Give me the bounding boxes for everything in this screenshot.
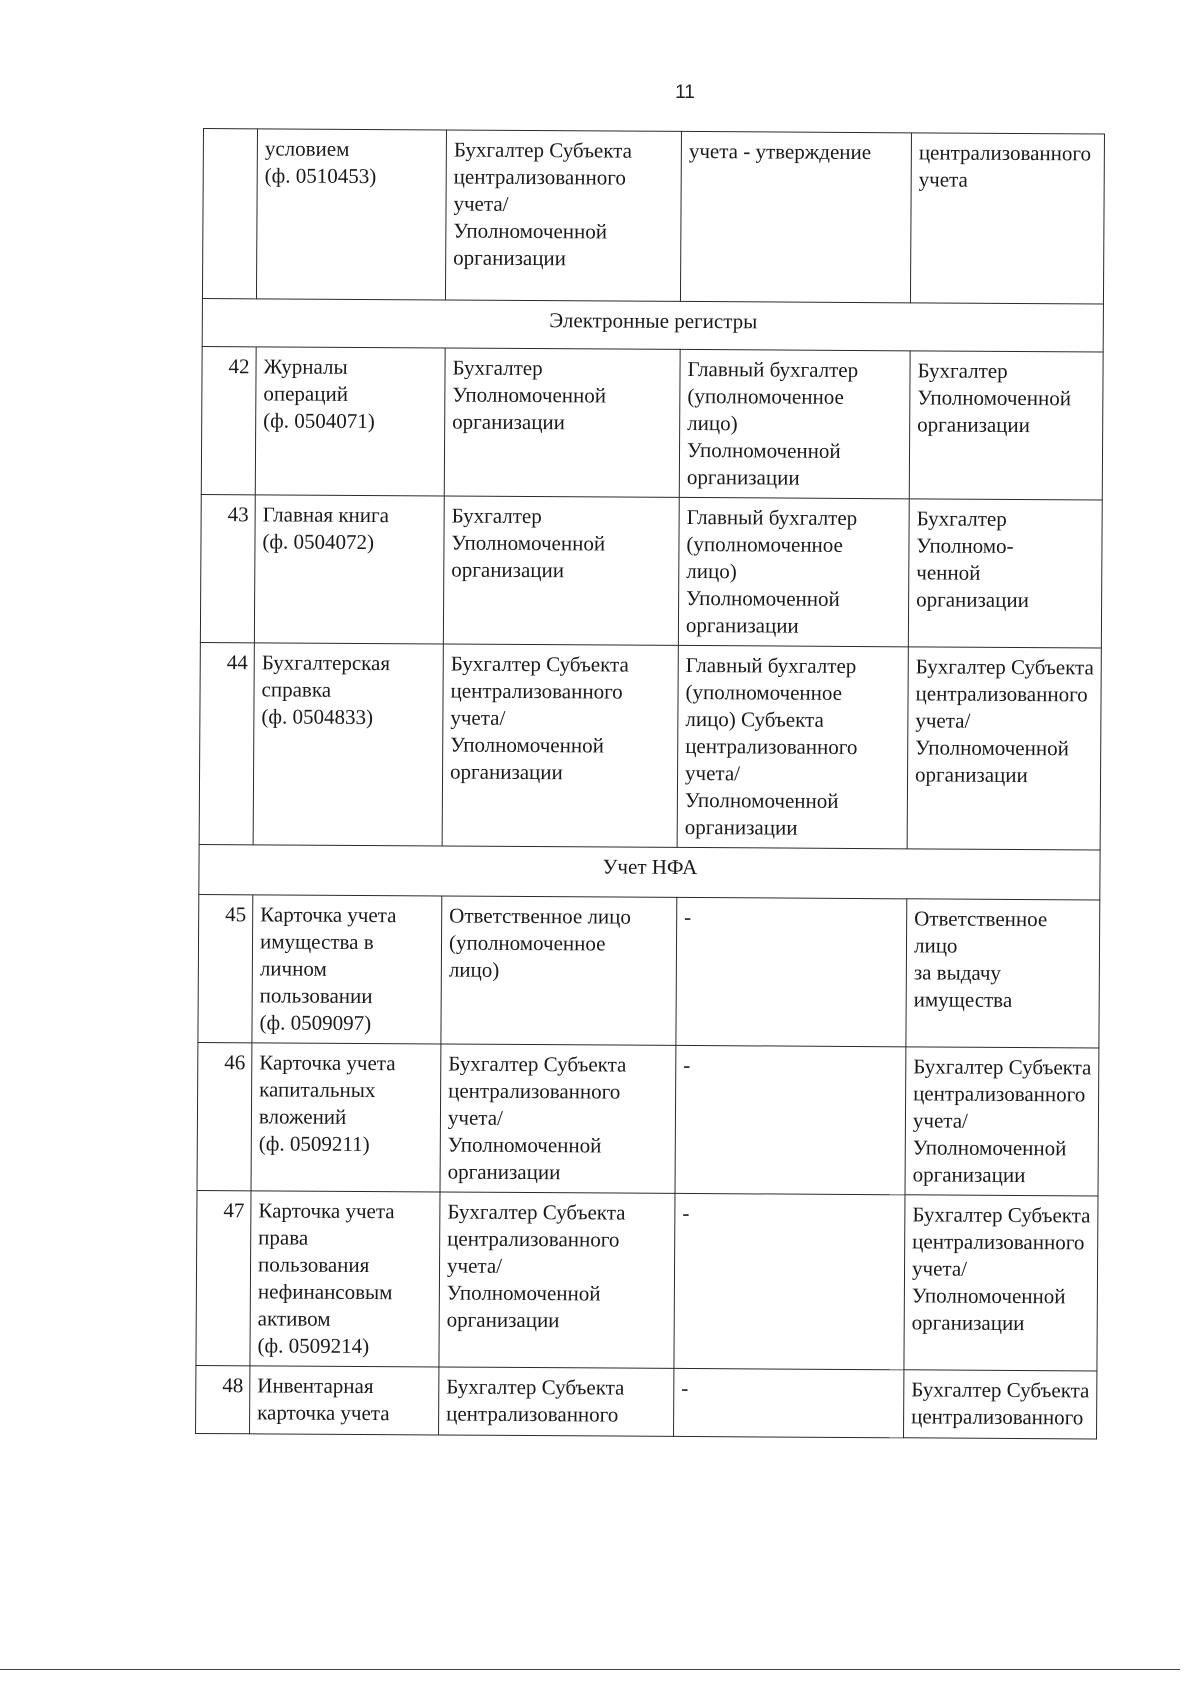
keeper-cell xyxy=(904,1370,1097,1439)
cell-line: учета/ xyxy=(684,760,741,786)
table-row xyxy=(200,494,1102,648)
cell-line: карточка учета xyxy=(257,1400,390,1426)
cell-line: Бухгалтерская xyxy=(261,650,391,676)
cell-line: - xyxy=(682,1200,690,1225)
responsible-cell xyxy=(439,1367,674,1436)
cell-line: активом xyxy=(257,1306,331,1331)
cell-line: Уполномоченной xyxy=(917,385,1072,411)
cell-line: - xyxy=(683,1052,691,1077)
cell-line: централизованного xyxy=(685,733,858,760)
table-row xyxy=(196,1365,1097,1439)
cell-line: (уполномоченное xyxy=(687,383,844,409)
signer-cell xyxy=(678,497,909,646)
cell-line: централизованного xyxy=(447,1226,620,1252)
document-name-cell xyxy=(255,347,445,496)
document-name-cell xyxy=(251,1043,441,1192)
cell-line: организации xyxy=(450,759,563,785)
cell-line: Бухгалтер xyxy=(452,355,543,381)
keeper-cell xyxy=(907,647,1101,850)
cell-line: централизованного xyxy=(446,1401,619,1427)
page-number: 11 xyxy=(675,82,695,103)
cell-line: права xyxy=(258,1225,309,1250)
table-body xyxy=(196,129,1105,1439)
cell-line: (ф. 0509097) xyxy=(259,1010,372,1036)
responsible-cell xyxy=(443,496,679,645)
cell-line: Главная книга xyxy=(262,502,390,528)
cell-line: Бухгалтер xyxy=(917,358,1008,383)
cell-line: Уполномоченной xyxy=(684,787,839,813)
cell-line: Карточка учета xyxy=(258,1198,395,1224)
responsible-cell xyxy=(442,644,678,847)
cell-line: Бухгалтер Субъекта xyxy=(453,137,633,163)
cell-line: организации xyxy=(914,762,1028,788)
cell-line: организации xyxy=(912,1162,1026,1188)
keeper-cell xyxy=(909,351,1103,500)
cell-line: организации xyxy=(685,612,799,638)
row-number: 42 xyxy=(201,346,256,494)
cell-line: личном xyxy=(259,956,327,981)
cell-line: Уполномоченной xyxy=(911,1283,1066,1309)
cell-line: (ф. 0510453) xyxy=(264,163,377,189)
section-title: Электронные регистры xyxy=(202,298,1103,352)
cell-line: Уполномоченной xyxy=(450,732,604,758)
keeper-cell xyxy=(904,1195,1098,1371)
cell-line: (ф. 0509211) xyxy=(258,1131,370,1157)
cell-line: (ф. 0509214) xyxy=(257,1333,370,1359)
row-number: 45 xyxy=(198,894,253,1042)
cell-line: Карточка учета xyxy=(259,1050,396,1076)
cell-line: Журналы xyxy=(263,354,348,379)
cell-line: централизованного xyxy=(918,140,1092,166)
cell-line: организации xyxy=(452,409,566,435)
document-name-cell xyxy=(250,1366,439,1435)
table-row xyxy=(202,129,1104,305)
signer-cell xyxy=(679,349,910,498)
signer-cell xyxy=(675,1045,906,1194)
document-name-cell xyxy=(254,495,444,644)
responsible-cell xyxy=(440,1044,676,1193)
cell-line: организации xyxy=(451,557,565,583)
signer-cell xyxy=(680,131,911,302)
table-row xyxy=(196,1190,1098,1371)
keeper-cell xyxy=(910,133,1104,304)
cell-line: Главный бухгалтер xyxy=(686,504,858,531)
keeper-cell xyxy=(905,1047,1099,1196)
cell-line: Главный бухгалтер xyxy=(685,652,857,679)
responsible-cell xyxy=(445,130,681,301)
row-number xyxy=(202,129,257,299)
cell-line: учета - утверждение xyxy=(688,138,872,165)
cell-line: учета xyxy=(918,167,968,192)
row-number: 44 xyxy=(199,642,254,844)
cell-line: Уполномоченной xyxy=(453,218,608,244)
cell-line: учета/ xyxy=(450,705,506,730)
cell-line: Бухгалтер Уполномо- xyxy=(916,506,1014,558)
cell-line: пользовании xyxy=(259,983,373,1009)
cell-line: (уполномоченное xyxy=(686,531,844,557)
cell-line: лицо) xyxy=(448,957,500,982)
cell-line: пользования xyxy=(257,1252,370,1278)
table-row xyxy=(197,1042,1099,1196)
signer-cell xyxy=(676,897,907,1046)
document-name-cell xyxy=(253,643,443,846)
cell-line: Бухгалтер Субъекта xyxy=(448,1051,627,1077)
row-number: 46 xyxy=(197,1042,252,1190)
cell-line: Бухгалтер Субъекта xyxy=(913,1054,1092,1080)
cell-line: Главный бухгалтер xyxy=(687,356,859,383)
section-row xyxy=(199,844,1100,900)
cell-line: (ф. 0504072) xyxy=(262,529,375,555)
cell-line: имущества в xyxy=(259,929,374,955)
table-row xyxy=(201,346,1103,500)
cell-line: Ответственное лицо xyxy=(449,903,632,929)
cell-line: нефинансовым xyxy=(257,1279,393,1305)
cell-line: организации xyxy=(684,814,798,840)
cell-line: централизованного xyxy=(911,1404,1084,1430)
table-row xyxy=(198,894,1100,1048)
cell-line: Бухгалтер Субъекта xyxy=(450,651,629,677)
cell-line: лицо) Субъекта xyxy=(685,706,824,732)
document-name-cell xyxy=(256,129,446,300)
row-number: 48 xyxy=(196,1365,250,1433)
cell-line: Карточка учета xyxy=(260,902,397,928)
row-number: 43 xyxy=(200,494,255,642)
responsible-cell xyxy=(439,1192,675,1368)
cell-line: Бухгалтер xyxy=(451,503,542,529)
cell-line: учета/ xyxy=(446,1253,503,1278)
cell-line: централизованного xyxy=(453,164,626,190)
cell-line: лицо) xyxy=(686,558,737,584)
document-name-cell xyxy=(252,895,442,1044)
cell-line: Бухгалтер Субъекта xyxy=(912,1202,1091,1228)
cell-line: условием xyxy=(264,136,350,161)
bottom-rule xyxy=(0,1669,1180,1670)
responsible-cell xyxy=(441,896,677,1045)
cell-line: централизованного xyxy=(912,1229,1085,1255)
cell-line: Уполномоченной xyxy=(447,1132,602,1158)
signer-cell xyxy=(674,1193,905,1369)
cell-line: учета/ xyxy=(915,708,971,733)
cell-line: - xyxy=(681,1375,689,1400)
cell-line: организации xyxy=(911,1310,1025,1336)
cell-line: Бухгалтер Субъекта xyxy=(915,654,1094,680)
cell-line: учета/ xyxy=(911,1256,968,1281)
cell-line: централизованного xyxy=(450,678,623,704)
cell-line: Уполномоченной xyxy=(915,735,1069,761)
responsible-cell xyxy=(444,348,680,497)
cell-line: организации xyxy=(917,412,1031,438)
cell-line: Инвентарная xyxy=(257,1373,374,1399)
cell-line: Бухгалтер Субъекта xyxy=(447,1199,626,1225)
document-name-cell xyxy=(250,1191,440,1367)
cell-line: - xyxy=(684,904,692,929)
table-row xyxy=(199,642,1101,850)
cell-line: вложений xyxy=(258,1104,347,1129)
cell-line: централизованного xyxy=(913,1081,1086,1107)
cell-line: ченной организации xyxy=(916,560,1029,613)
cell-line: (уполномоченное xyxy=(685,679,843,705)
cell-line: Уполномоченной xyxy=(686,437,841,463)
signer-cell xyxy=(674,1368,904,1437)
cell-line: организации xyxy=(447,1159,561,1185)
section-row xyxy=(202,298,1103,352)
cell-line: Уполномоченной xyxy=(446,1280,601,1306)
cell-line: Уполномоченной xyxy=(686,585,840,611)
document-table xyxy=(195,128,1105,1439)
row-number: 47 xyxy=(196,1190,251,1365)
cell-line: Бухгалтер Субъекта xyxy=(911,1377,1090,1403)
section-title: Учет НФА xyxy=(199,844,1100,900)
cell-line: организации xyxy=(453,245,567,271)
cell-line: справка xyxy=(261,677,332,702)
cell-line: (ф. 0504071) xyxy=(263,408,375,434)
cell-line: Бухгалтер Субъекта xyxy=(446,1374,625,1400)
cell-line: учета/ xyxy=(453,191,509,216)
cell-line: капитальных xyxy=(259,1077,376,1103)
cell-line: Уполномоченной xyxy=(912,1135,1067,1161)
cell-line: операций xyxy=(263,381,349,406)
keeper-cell xyxy=(908,499,1102,648)
cell-line: Уполномоченной xyxy=(452,382,607,408)
cell-line: централизованного xyxy=(915,681,1088,707)
cell-line: лицо) xyxy=(687,410,738,436)
cell-line: Уполномоченной xyxy=(451,530,606,556)
cell-line: организации xyxy=(446,1307,560,1333)
cell-line: централизованного xyxy=(448,1078,621,1104)
cell-line: (ф. 0504833) xyxy=(261,704,374,730)
cell-line: организации xyxy=(686,464,800,490)
keeper-cell xyxy=(906,899,1100,1048)
cell-line: учета/ xyxy=(912,1108,969,1133)
cell-line: (уполномоченное xyxy=(448,930,606,956)
cell-line: Ответственное лицо xyxy=(913,906,1048,958)
cell-line: за выдачу имущества xyxy=(913,960,1013,1012)
cell-line: учета/ xyxy=(447,1105,504,1130)
signer-cell xyxy=(677,645,908,848)
